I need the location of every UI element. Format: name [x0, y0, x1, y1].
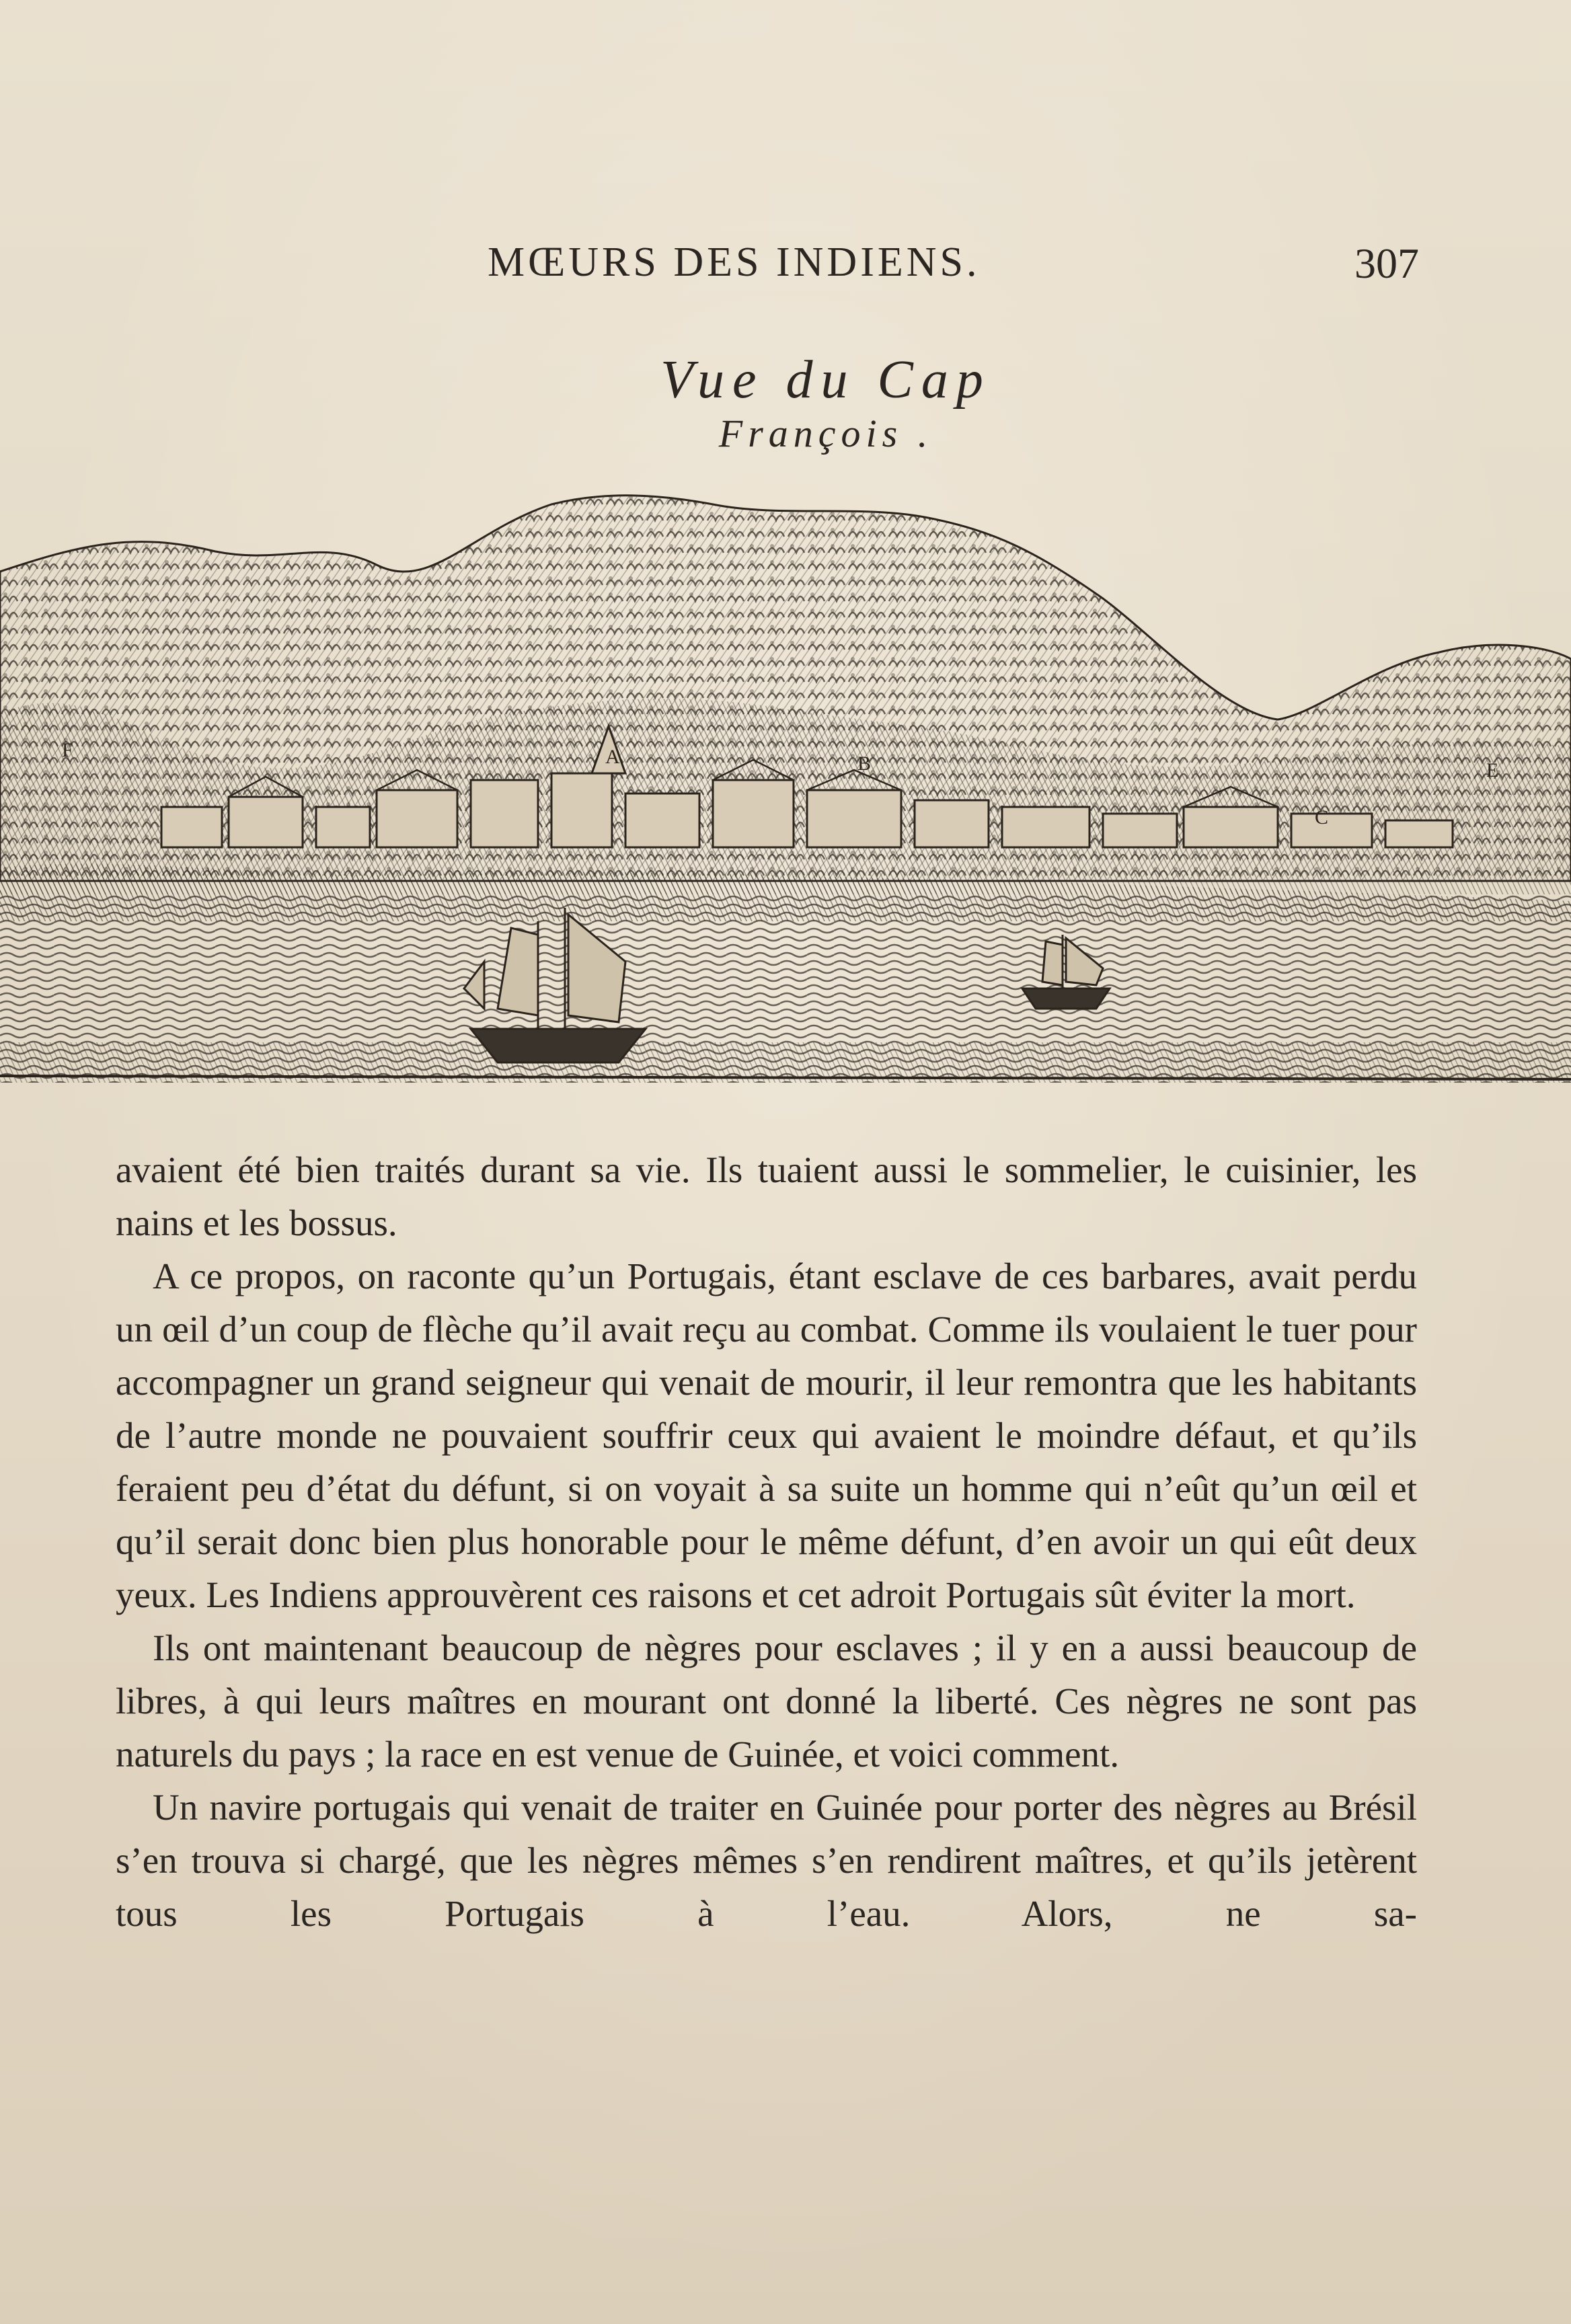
plate-caption-line-2: François . — [718, 412, 933, 455]
engraving-letter-b: B — [857, 752, 872, 775]
running-head — [114, 239, 1419, 293]
running-title: MŒURS DES INDIENS. — [488, 239, 981, 285]
paragraph-2: A ce propos, on raconte qu’un Portugais, étant esclave de ces barbares, avait perdu un œil d’un coup de flèche qu’il avait reçu au combat. Comme ils voulaient le tuer pour accompagner un grand seigneur qui venait de mourir, il leur remontra que les habitants de l’autre monde ne pouvaient souffrir ceux qui avaient le moindre défaut, et qu’ils feraient peu d’état du défunt, si on voyait à sa suite un homme qui n’eût qu’un œil et qu’il serait donc bien plus honorable pour le même défunt, d’en avoir un qui eût deux yeux. Les Indiens approuvèrent ces raisons et cet adroit Portugais sût éviter la mort. — [116, 1255, 1417, 1615]
paragraph-4: Un navire portugais qui venait de traiter en Guinée pour porter des nègres au Brésil s’en trouva si chargé, que les nègres mêmes s’en rendirent maîtres, et qu’ils jetèrent tous les Portugais à l’eau. Alors, ne sa- — [116, 1787, 1417, 1934]
engraving-illustration — [0, 491, 1571, 1083]
plate-caption-line-1: Vue du Cap — [660, 350, 991, 410]
engraving-letter-f: F — [62, 739, 73, 761]
engraving-letter-c: C — [1315, 806, 1329, 828]
page-number: 307 — [1354, 239, 1419, 287]
plate-caption — [0, 350, 1571, 457]
engraving-letter-e: E — [1486, 759, 1499, 781]
paragraph-1: avaient été bien traités durant sa vie. Ils tuaient aussi le sommelier, le cuisinier, les nains et les bossus. — [116, 1149, 1417, 1243]
engraving-svg — [0, 491, 1571, 1083]
body-text — [116, 1143, 1417, 1940]
paragraph-3: Ils ont maintenant beaucoup de nègres pour esclaves ; il y en a aussi beaucoup de libres, à qui leurs maîtres en mourant ont donné la liberté. Ces nègres ne sont pas naturels du pays ; la race en est venue de Guinée, et voici comment. — [116, 1627, 1417, 1775]
engraving-letter-a: A — [605, 746, 620, 768]
